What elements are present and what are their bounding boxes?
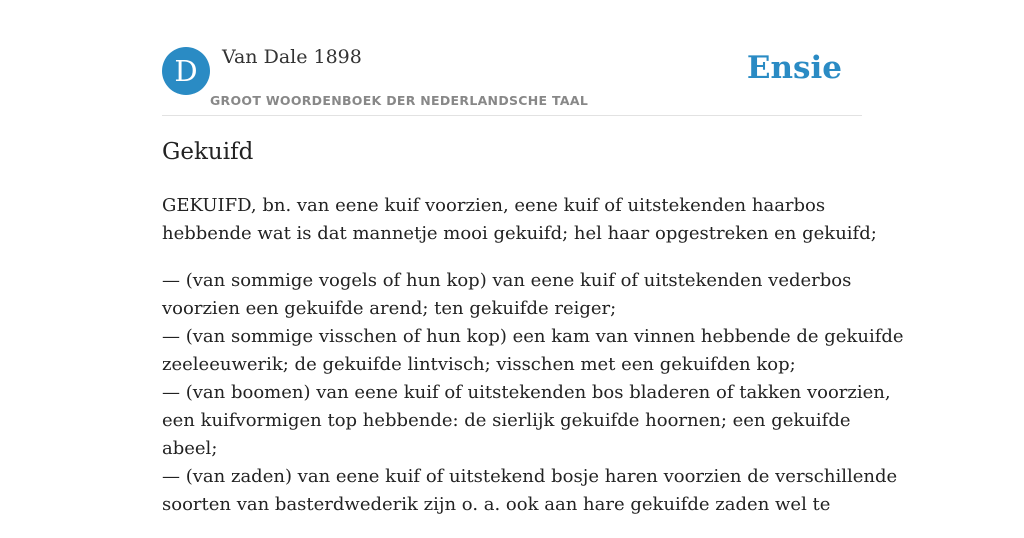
definition-line: voorzien een gekuifde arend; ten gekuifde reiger;	[162, 298, 617, 319]
definition-line: — (van zaden) van eene kuif of uitstekend bosje haren voorzien de verschillende	[162, 466, 898, 487]
page-container	[162, 0, 904, 515]
source-subtitle: GROOT WOORDENBOEK DER NEDERLANDSCHE TAAL	[210, 93, 589, 108]
source-logo[interactable]: D	[162, 47, 210, 95]
source-header	[162, 0, 862, 116]
definition-body	[162, 192, 904, 538]
definition-line: zeeleeuwerik; de gekuifde lintvisch; visschen met een gekuifden kop;	[162, 354, 796, 375]
definition-line: soorten van basterdwederik zijn o. a. ook aan hare gekuifde zaden wel te	[162, 494, 831, 515]
brand-logo-link[interactable]: Ensie	[746, 50, 842, 86]
definition-line: GEKUIFD, bn. van eene kuif voorzien, eene kuif of uitstekenden haarbos	[162, 195, 826, 216]
definition-paragraph	[162, 192, 877, 248]
definition-line: hebbende wat is dat mannetje mooi gekuifd; hel haar opgestreken en gekuifd;	[162, 223, 877, 244]
definition-line: — (van boomen) van eene kuif of uitstekenden bos bladeren of takken voorzien,	[162, 382, 891, 403]
definition-line: — (van sommige vogels of hun kop) van eene kuif of uitstekenden vederbos	[162, 270, 852, 291]
source-title[interactable]: Van Dale 1898	[222, 46, 362, 68]
definition-line: een kuifvormigen top hebbende: de sierlijk gekuifde hoornen; een gekuifde	[162, 410, 851, 431]
entry-title: Gekuifd	[162, 139, 254, 165]
definition-line: — (van sommige visschen of hun kop) een kam van vinnen hebbende de gekuifde	[162, 326, 904, 347]
definition-paragraph	[162, 267, 904, 519]
definition-line: abeel;	[162, 438, 218, 459]
